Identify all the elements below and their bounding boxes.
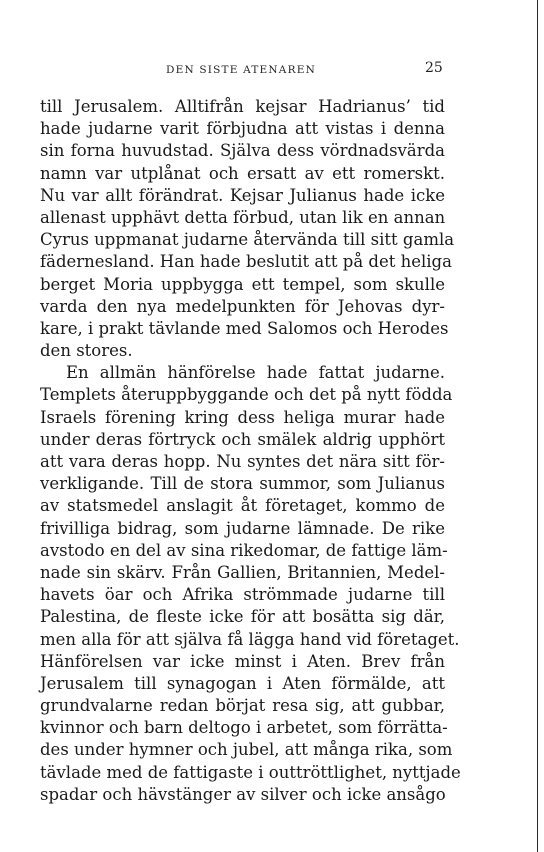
text-line: Hänförelsen var icke minst i Aten. Brev från (40, 651, 445, 671)
text-line: avstodo en del av sina rikedomar, de fattige läm- (40, 540, 448, 560)
text-line: men alla för att själva få lägga hand vid företaget. (40, 629, 460, 649)
text-line: frivilliga bidrag, som judarne lämnade. De rike (40, 518, 445, 538)
text-line: tävlade med de fattigaste i outtröttlighet, nyttjade (40, 762, 461, 782)
text-line: berget Moria uppbygga ett tempel, som skulle (40, 274, 445, 294)
body-text (40, 96, 461, 806)
text-line: des under hymner och jubel, att många rika, som (40, 740, 453, 760)
text-line: av statsmedel anslagit åt företaget, kommo de (40, 496, 445, 516)
text-line: havets öar och Afrika strömmade judarne till (40, 585, 445, 605)
text-line: Palestina, de fleste icke för att bosätta sig där, (40, 607, 445, 627)
running-head: DEN SISTE ATENAREN (166, 64, 316, 76)
text-line: allenast upphävt detta förbud, utan lik en annan (40, 207, 446, 227)
text-line: verkligande. Till de stora summor, som Julianus (40, 474, 445, 494)
text-line: spadar och hävstänger av silver och icke ansågo (40, 784, 446, 804)
text-line: att vara deras hopp. Nu syntes det nära sitt för- (40, 452, 445, 471)
paragraph-end-line: den stores. (40, 341, 133, 361)
paragraph-start-line: En allmän hänförelse hade fattat judarne. (66, 363, 445, 383)
text-line: kare, i prakt tävlande med Salomos och Herodes (40, 318, 449, 338)
text-line: Templets återuppbyggande och det på nytt födda (40, 385, 453, 405)
text-line: varda den nya medelpunkten för Jehovas dyr- (40, 296, 445, 316)
text-line: Nu var allt förändrat. Kejsar Julianus hade icke (40, 185, 445, 205)
page-edge-line (537, 0, 538, 852)
text-line: namn var utplånat och ersatt av ett romerskt. (40, 163, 445, 183)
text-line: hade judarne varit förbjudna att vistas i denna (40, 119, 445, 139)
text-line: kvinnor och barn deltogo i arbetet, som förrätta- (40, 718, 448, 738)
text-line: grundvalarne redan börjat resa sig, att gubbar, (40, 696, 445, 716)
text-line: fädernesland. Han hade beslutit att på det heliga (40, 252, 452, 272)
text-line: Jerusalem till synagogan i Aten förmälde, att (40, 673, 445, 693)
text-line: sin forna huvudstad. Själva dess vördnadsvärda (40, 141, 445, 161)
text-line: under deras förtryck och smälek aldrig upphört (40, 429, 445, 449)
text-line: Cyrus uppmanat judarne återvända till sitt gamla (40, 230, 455, 250)
text-line: nade sin skärv. Från Gallien, Britannien, Medel- (40, 562, 445, 582)
text-line: Israels förening kring dess heliga murar hade (40, 407, 445, 427)
text-line: till Jerusalem. Alltifrån kejsar Hadrianus’ tid (40, 97, 445, 116)
page-number: 25 (425, 60, 443, 76)
